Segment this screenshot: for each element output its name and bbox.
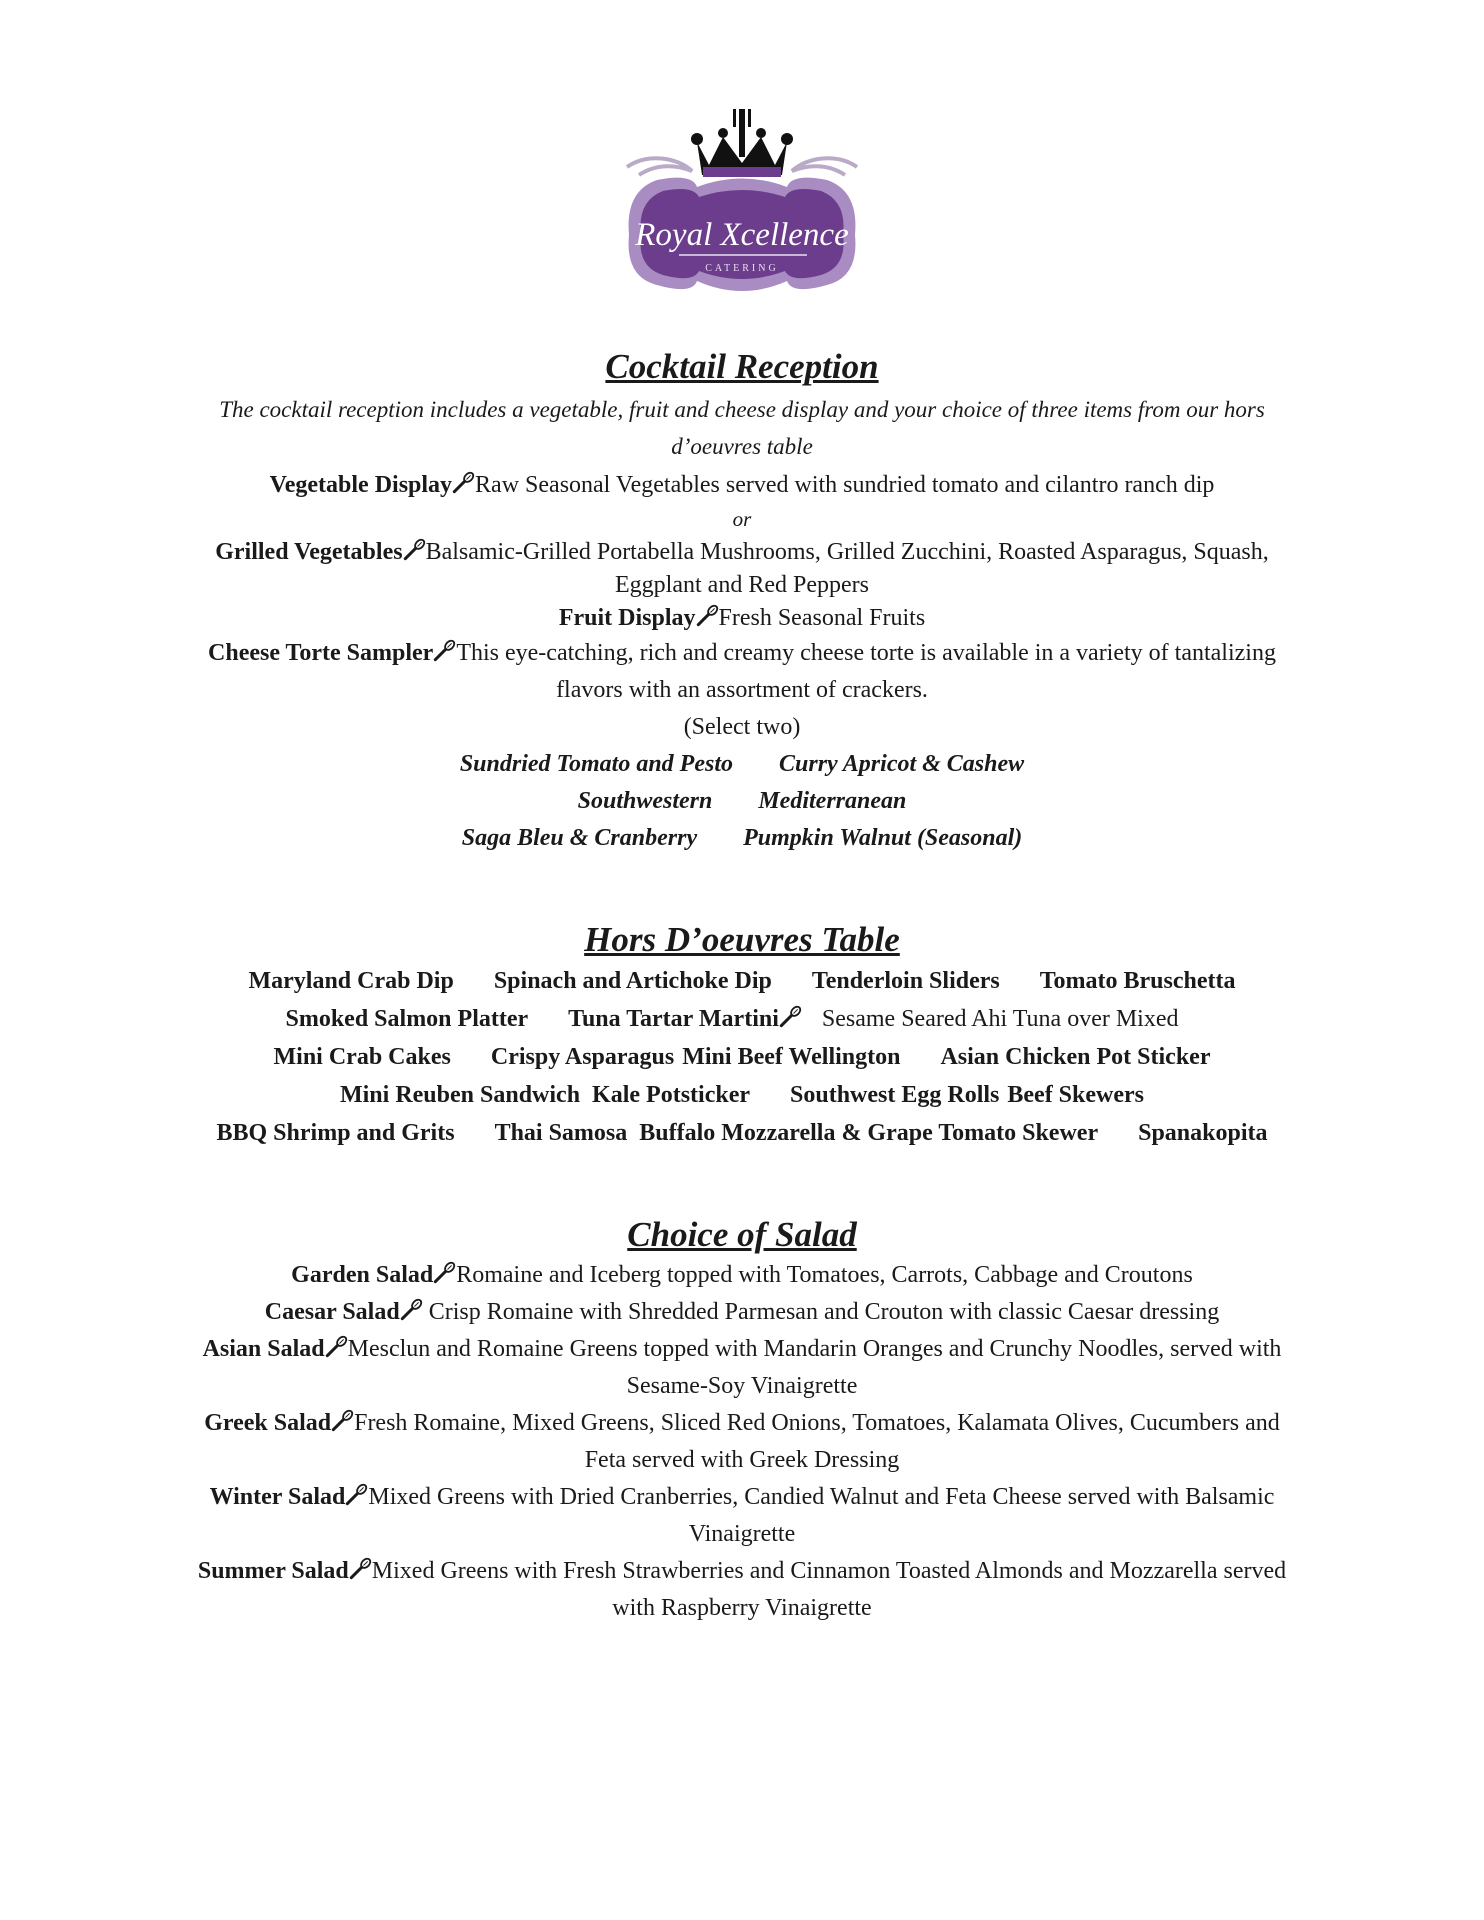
hors-item: Thai Samosa — [494, 1120, 628, 1146]
cheese-torte-desc: This eye-catching, rich and creamy cheese torte is available in a variety of tantalizing flavors with an assortment of crackers. — [456, 640, 1276, 703]
tuna-tartar-name: Tuna Tartar Martini — [568, 1006, 779, 1032]
flavor-row — [0, 783, 1484, 820]
flavor-item: Sundried Tomato and Pesto — [459, 751, 733, 777]
fruit-display-name: Fruit Display — [558, 605, 696, 631]
hors-item: Kale Potsticker — [592, 1082, 750, 1108]
hors-item — [568, 1000, 1198, 1038]
hors-row — [0, 1114, 1484, 1152]
fruit-display-desc: Fresh Seasonal Fruits — [718, 605, 926, 631]
salad-title: Choice of Salad — [627, 1215, 857, 1254]
spoon-icon — [349, 1557, 372, 1580]
salad-name: Winter Salad — [209, 1484, 346, 1510]
spoon-icon — [325, 1335, 348, 1358]
flavor-item: Curry Apricot & Cashew — [779, 751, 1025, 777]
salad-desc: Mixed Greens with Fresh Strawberries and Cinnamon Toasted Almonds and Mozzarella served with Raspberry Vinaigrette — [371, 1558, 1287, 1621]
salad-desc: Mesclun and Romaine Greens topped with Mandarin Oranges and Crunchy Noodles, served with Sesame-Soy Vinaigrette — [347, 1336, 1282, 1399]
salad-name: Summer Salad — [197, 1558, 349, 1584]
hors-row — [0, 1076, 1484, 1114]
salad-desc: Romaine and Iceberg topped with Tomatoes, Carrots, Cabbage and Croutons — [456, 1262, 1193, 1288]
hors-item: Beef Skewers — [1007, 1082, 1145, 1108]
spoon-icon — [345, 1483, 368, 1506]
salad-item — [187, 1553, 1297, 1627]
logo-name: Royal Xcellence — [635, 217, 849, 253]
salad-desc: Crisp Romaine with Shredded Parmesan and Crouton with classic Caesar dressing — [422, 1299, 1220, 1325]
hors-row — [0, 1000, 1484, 1038]
spoon-icon — [433, 1261, 456, 1284]
hors-item: Spinach and Artichoke Dip — [493, 968, 772, 994]
flavor-item: Pumpkin Walnut (Seasonal) — [743, 825, 1023, 851]
flavor-row — [0, 820, 1484, 857]
spoon-icon — [696, 604, 719, 627]
salad-desc: Fresh Romaine, Mixed Greens, Sliced Red Onions, Tomatoes, Kalamata Olives, Cucumbers and Feta served with Greek Dressing — [354, 1410, 1280, 1473]
flavor-item: Mediterranean — [758, 788, 907, 814]
salad-desc: Mixed Greens with Dried Cranberries, Candied Walnut and Feta Cheese served with Balsamic Vinaigrette — [368, 1484, 1275, 1547]
hors-item: Crispy Asparagus — [490, 1044, 675, 1070]
cheese-torte-name: Cheese Torte Sampler — [208, 640, 434, 666]
salad-name: Greek Salad — [204, 1410, 332, 1436]
hors-row — [0, 1038, 1484, 1076]
hors-item: Mini Beef Wellington — [682, 1044, 901, 1070]
crown-icon — [691, 109, 793, 177]
spoon-icon — [779, 1005, 802, 1028]
vegetable-display-desc: Raw Seasonal Vegetables served with sundried tomato and cilantro ranch dip — [475, 472, 1215, 498]
grilled-vegetables-line — [187, 536, 1297, 602]
flavor-item: Saga Bleu & Cranberry — [461, 825, 698, 851]
cocktail-section — [0, 345, 1484, 857]
flavor-row — [0, 746, 1484, 783]
hors-item: Mini Crab Cakes — [273, 1044, 451, 1070]
spoon-icon — [452, 471, 475, 494]
salad-name: Caesar Salad — [264, 1299, 400, 1325]
hors-item: Spanakopita — [1138, 1120, 1268, 1146]
hors-title: Hors D’oeuvres Table — [584, 920, 900, 959]
spoon-icon — [403, 538, 426, 561]
hors-item: BBQ Shrimp and Grits — [216, 1120, 455, 1146]
hors-item: Tenderloin Sliders — [811, 968, 1000, 994]
hors-item: Tomato Bruschetta — [1039, 968, 1236, 994]
select-note: (Select two) — [683, 714, 801, 740]
salad-item — [187, 1479, 1297, 1553]
cocktail-title: Cocktail Reception — [605, 347, 879, 386]
salad-item — [187, 1294, 1297, 1331]
hors-item: Smoked Salmon Platter — [285, 1006, 529, 1032]
salad-name: Garden Salad — [291, 1262, 434, 1288]
grilled-vegetables-desc: Balsamic-Grilled Portabella Mushrooms, Grilled Zucchini, Roasted Asparagus, Squash, Eggplant and Red Peppers — [425, 539, 1269, 598]
grilled-vegetables-name: Grilled Vegetables — [215, 539, 403, 565]
salad-item — [187, 1331, 1297, 1405]
logo-tagline: CATERING — [705, 263, 779, 274]
flavor-item: Southwestern — [577, 788, 713, 814]
hors-item: Mini Reuben Sandwich — [339, 1082, 581, 1108]
hors-row — [0, 962, 1484, 1000]
vegetable-display-name: Vegetable Display — [269, 472, 453, 498]
spoon-icon — [433, 639, 456, 662]
hors-item: Asian Chicken Pot Sticker — [940, 1044, 1211, 1070]
hors-item: Southwest Egg Rolls — [790, 1082, 1000, 1108]
hors-item: Maryland Crab Dip — [248, 968, 454, 994]
hors-item: Buffalo Mozzarella & Grape Tomato Skewer — [639, 1120, 1099, 1146]
spoon-icon — [331, 1409, 354, 1432]
vegetable-display-line — [187, 469, 1297, 502]
tuna-tartar-desc: Sesame Seared Ahi Tuna over Mixed — [821, 1006, 1179, 1032]
cheese-torte-line — [187, 635, 1297, 709]
salad-section — [0, 1213, 1484, 1627]
royal-xcellence-logo — [597, 105, 887, 325]
cocktail-intro: The cocktail reception includes a vegetable, fruit and cheese display and your choice of three items from our hors d’oeuvres table — [219, 397, 1265, 459]
salad-item — [187, 1257, 1297, 1294]
or-separator: or — [732, 507, 752, 531]
fruit-display-line — [0, 602, 1484, 635]
salad-name: Asian Salad — [202, 1336, 325, 1362]
hors-section — [0, 918, 1484, 1152]
spoon-icon — [400, 1298, 423, 1321]
salad-item — [187, 1405, 1297, 1479]
